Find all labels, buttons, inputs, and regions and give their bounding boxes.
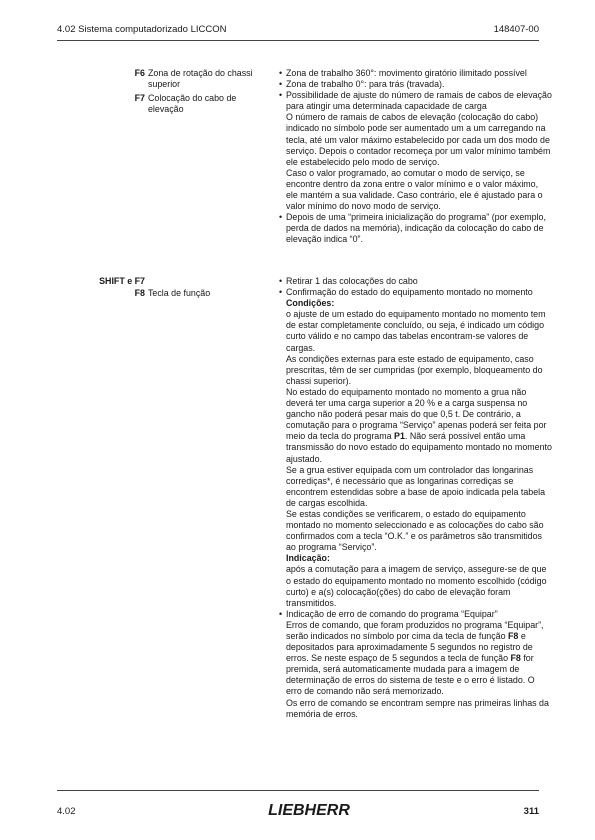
key-reference: F8 bbox=[510, 653, 521, 664]
paragraph: Os erro de comando se encontram sempre nas primeiras linhas da memória de erros. bbox=[286, 697, 549, 719]
key-f8-description: Tecla de função bbox=[148, 288, 211, 298]
key-shift-f7: SHIFT e F7 bbox=[99, 276, 145, 286]
key-reference: P1 bbox=[394, 431, 405, 442]
paragraph: Se estas condições se verificarem, o estado do equipamento montado no momento seleccionado e as colocações do cabo são confirmados com a tecla “O.K.” e os parâmetros são transmitidos ao programa “Serviço”. bbox=[286, 508, 544, 553]
footer-section: 4.02 bbox=[57, 806, 76, 817]
right-block-shift-f7-f8 bbox=[280, 276, 552, 720]
paragraph bbox=[280, 387, 552, 465]
text-run: e depositados para aproximadamente 5 segundos no registro de erros. Se neste espaço de 5 segundos a tecla de função bbox=[286, 631, 533, 664]
entry-f6 bbox=[57, 68, 277, 92]
paragraph: • Possibilidade de ajuste do número de ramais de cabos de elevação para atingir uma determinada capacidade de carga bbox=[280, 90, 552, 112]
paragraph: O número de ramais de cabos de elevação (colocação do cabo) indicado no símbolo pode ser aumentado um a um carregando na tecla, até um valor máximo estabelecido por cada um dos modo de serviço. Depois o contador recomeça por um valor mínimo também ele estabelecido pelo modo de serviço. bbox=[286, 112, 551, 167]
paragraph: As condições externas para este estado de equipamento, caso prescritas, têm de ser cumpridas (por exemplo, bloqueamento do chassi superior). bbox=[286, 353, 543, 386]
page-header bbox=[57, 24, 539, 38]
text-run: No estado do equipamento montado no momento a grua não deverá ter uma carga superior a 20 % e a carga suspensa no gancho não poderá pesar mais do que 0,5 t. De contrário, a comutação para o programa “Serviço” apenas poderá ser feita por meio da tecla do programa bbox=[286, 386, 547, 442]
key-f7: F7 bbox=[134, 93, 145, 103]
liebherr-wordmark: LIEBHERR bbox=[268, 802, 350, 818]
header-rule bbox=[57, 40, 539, 41]
entry-shift-f7 bbox=[57, 276, 277, 288]
key-reference: F8 bbox=[508, 631, 519, 641]
header-title: 4.02 Sistema computadorizado LICCON bbox=[57, 24, 227, 35]
text-run: for premida, será automaticamente mudada para a imagem de determinação de erros do sistema de teste e o erro é listado. O erro de comando não será memorizado. bbox=[286, 653, 535, 697]
note-heading: Indicação: bbox=[286, 553, 330, 564]
paragraph: • Confirmação do estado do equipamento montado no momento bbox=[280, 287, 552, 298]
text-run: Erros de comando, que foram produzidos no programa “Equipar”, serão indicados no símbolo por cima da tecla de função bbox=[286, 619, 544, 641]
entry-f8 bbox=[57, 288, 277, 300]
paragraph bbox=[280, 620, 552, 698]
key-f7-description: Colocação do cabo de elevação bbox=[148, 93, 237, 115]
paragraph: Se a grua estiver equipada com um controlador das longarinas corrediças*, é necessário que as longarinas corrediças se encontrem estendidas sobre a base de apoio indicada pela tabela de cargas escolhida. bbox=[286, 464, 546, 508]
liebherr-logo-graphic bbox=[263, 800, 355, 818]
page-number: 311 bbox=[523, 806, 539, 817]
key-f6: F6 bbox=[134, 68, 145, 78]
header-doc-number: 148407-00 bbox=[493, 24, 539, 35]
key-f6-description: Zona de rotação do chassi superior bbox=[148, 68, 253, 90]
liebherr-logo bbox=[263, 800, 355, 818]
paragraph: o ajuste de um estado do equipamento montado no momento tem de estar completamente concluído, ou seja, é indicado um código curto válido e no campo das tabelas encontram-se valores de cargas. bbox=[286, 309, 546, 353]
entry-f7 bbox=[57, 93, 277, 117]
paragraph: • Retirar 1 das colocações do cabo bbox=[280, 276, 552, 287]
paragraph: • Depois de uma “primeira inicialização do programa” (por exemplo, perda de dados na memória), indicação da colocação do cabo de elevação indica “0”. bbox=[280, 212, 552, 245]
text-run: . Não será possível então uma transmissão do novo estado do equipamento montado no momento ajustado. bbox=[286, 431, 552, 464]
conditions-heading: Condições: bbox=[286, 298, 335, 309]
footer-rule bbox=[57, 790, 539, 791]
paragraph: • Zona de trabalho 360°: movimento giratório ilimitado possível bbox=[280, 68, 552, 79]
paragraph: • Zona de trabalho 0°: para trás (travada). bbox=[280, 79, 552, 90]
paragraph: • Indicação de erro de comando do programa “Equipar” bbox=[280, 609, 552, 620]
right-block-f6-f7 bbox=[280, 68, 552, 246]
paragraph: Caso o valor programado, ao comutar o modo de serviço, se encontre dentro da zona entre o valor mínimo e o valor máximo, ele mantém a sua validade. Caso contrário, ele é ajustado para o valor mínimo do novo modo de serviço. bbox=[286, 167, 543, 212]
key-f8: F8 bbox=[134, 288, 145, 298]
paragraph: após a comutação para a imagem de serviço, assegure-se de que o estado do equipamento montado no momento escolhido (código curto) e a(s) colocação(ções) do cabo de elevação foram transmitidos. bbox=[286, 564, 547, 608]
